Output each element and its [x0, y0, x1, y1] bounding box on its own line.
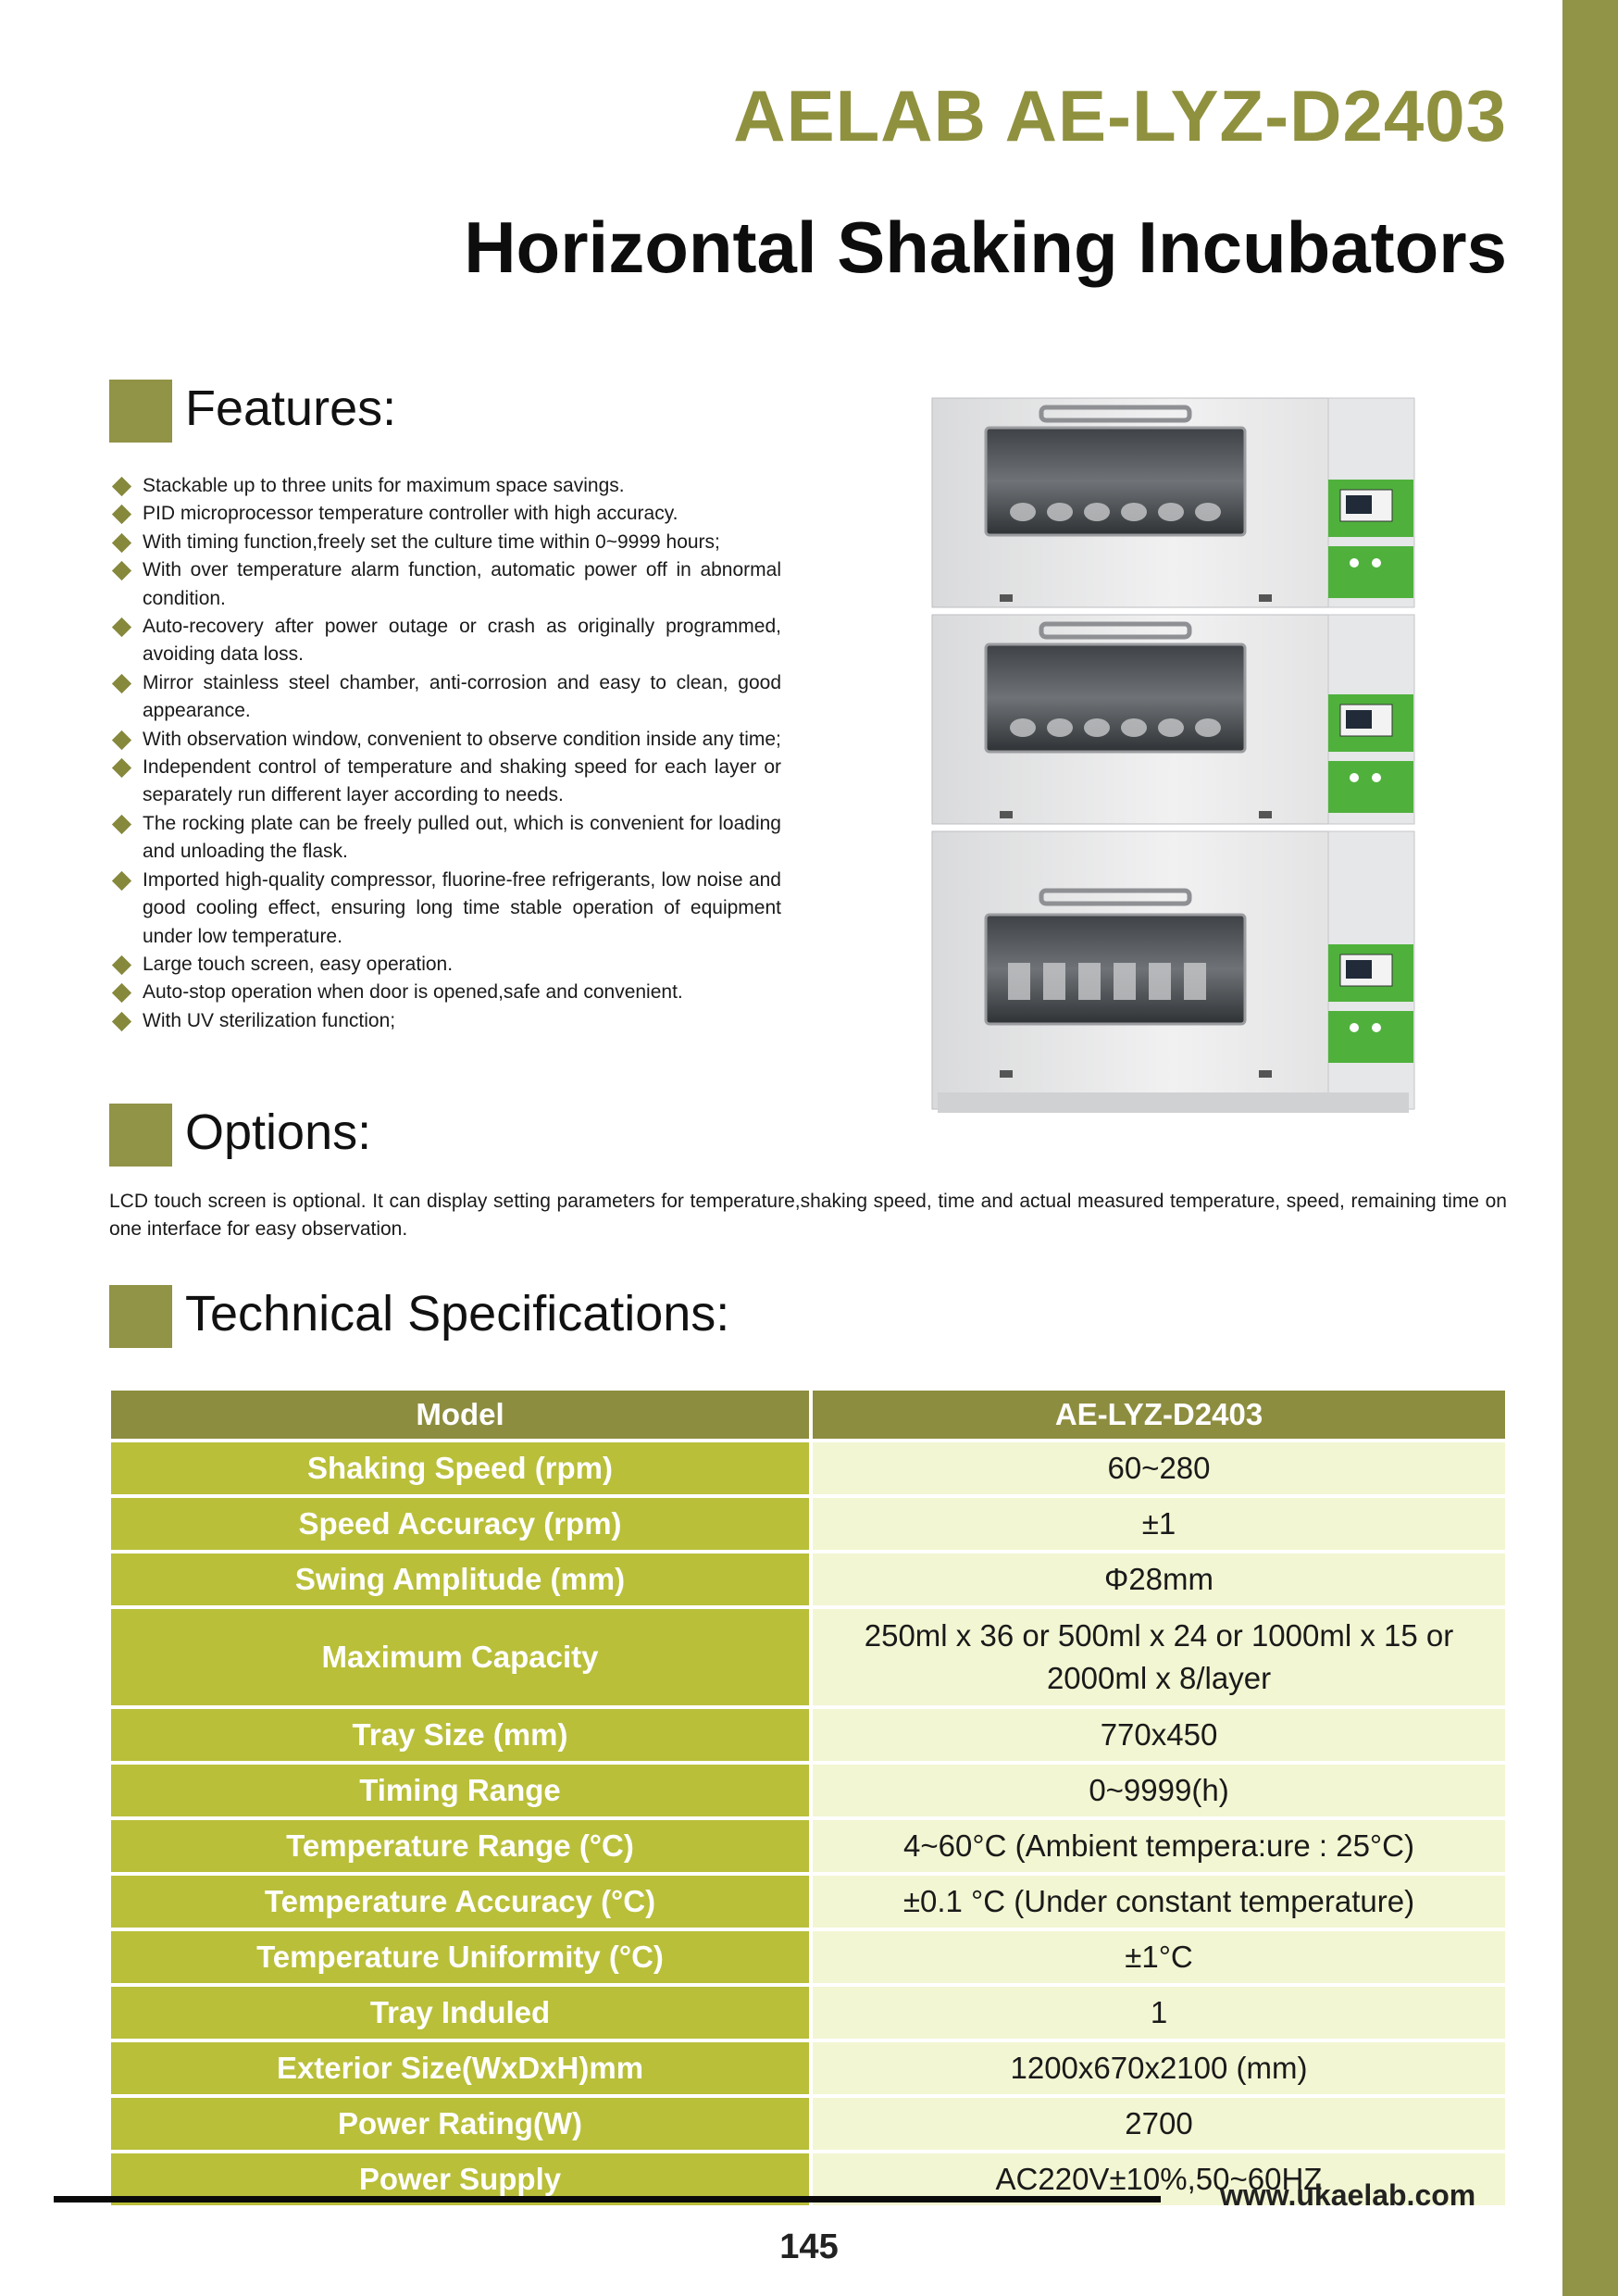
spec-label: Temperature Range (°C): [111, 1820, 809, 1872]
options-heading: [109, 1104, 371, 1167]
brand-model-title: AELAB AE-LYZ-D2403: [733, 75, 1507, 156]
feature-item: Imported high-quality compressor, fluorine-free refrigerants, low noise and good cooling effect, ensuring long time stable operation of equipment under low temperature.: [109, 867, 781, 951]
spec-row: [111, 1498, 1505, 1550]
feature-item: With over temperature alarm function, automatic power off in abnormal condition.: [109, 556, 781, 613]
spec-row: [111, 1931, 1505, 1983]
spec-header-row: [111, 1391, 1505, 1439]
spec-table: [107, 1387, 1509, 2209]
feature-item: PID microprocessor temperature controller with high accuracy.: [109, 500, 781, 528]
spec-row: [111, 1442, 1505, 1494]
spec-header-value: AE-LYZ-D2403: [813, 1391, 1505, 1439]
product-title: Horizontal Shaking Incubators: [464, 206, 1507, 288]
footer-divider: [54, 2196, 1161, 2202]
spec-row: [111, 1820, 1505, 1872]
spec-value: 60~280: [813, 1442, 1505, 1494]
spec-label: Temperature Uniformity (°C): [111, 1931, 809, 1983]
spec-value: ±1°C: [813, 1931, 1505, 1983]
spec-value: ±1: [813, 1498, 1505, 1550]
heading-square-marker: [109, 1285, 172, 1348]
feature-item: Mirror stainless steel chamber, anti-corrosion and easy to clean, good appearance.: [109, 669, 781, 726]
spec-label: Shaking Speed (rpm): [111, 1442, 809, 1494]
spec-label: Swing Amplitude (mm): [111, 1554, 809, 1605]
feature-item: Stackable up to three units for maximum space savings.: [109, 472, 781, 500]
spec-value: ±0.1 °C (Under constant temperature): [813, 1876, 1505, 1928]
heading-square-marker: [109, 380, 172, 443]
spec-value: 1200x670x2100 (mm): [813, 2042, 1505, 2094]
incubator-unit-bottom: [932, 831, 1414, 1113]
website-link[interactable]: www.ukaelab.com: [1220, 2178, 1476, 2212]
spec-value: AC220V±10%,50~60HZ: [813, 2153, 1505, 2205]
incubator-unit-top: [932, 398, 1414, 607]
feature-item: The rocking plate can be freely pulled out, which is convenient for loading and unloading the flask.: [109, 810, 781, 867]
spec-row: [111, 1876, 1505, 1928]
spec-row: [111, 1987, 1505, 2039]
spec-row: [111, 1609, 1505, 1705]
options-description: LCD touch screen is optional. It can display setting parameters for temperature,shaking speed, time and actual measured temperature, speed, remaining time on one interface for easy observation.: [109, 1191, 1507, 1240]
side-accent-bar: [1562, 0, 1618, 2296]
spec-label: Speed Accuracy (rpm): [111, 1498, 809, 1550]
specs-heading: [109, 1285, 729, 1348]
spec-value: 250ml x 36 or 500ml x 24 or 1000ml x 15 or 2000ml x 8/layer: [813, 1609, 1505, 1705]
spec-value: 770x450: [813, 1709, 1505, 1761]
feature-item: Auto-recovery after power outage or crash as originally programmed, avoiding data loss.: [109, 613, 781, 669]
spec-label: Timing Range: [111, 1765, 809, 1816]
spec-label: Temperature Accuracy (°C): [111, 1876, 809, 1928]
page-number: 145: [779, 2227, 839, 2266]
spec-label: Exterior Size(WxDxH)mm: [111, 2042, 809, 2094]
spec-value: 0~9999(h): [813, 1765, 1505, 1816]
feature-item: With timing function,freely set the culture time within 0~9999 hours;: [109, 529, 781, 556]
spec-label: Power Supply: [111, 2153, 809, 2205]
spec-label: Maximum Capacity: [111, 1609, 809, 1705]
heading-square-marker: [109, 1104, 172, 1167]
features-list: [109, 472, 781, 1035]
features-heading: [109, 380, 396, 443]
spec-value: 1: [813, 1987, 1505, 2039]
spec-header-label: Model: [111, 1391, 809, 1439]
feature-item: Large touch screen, easy operation.: [109, 951, 781, 979]
spec-value: 4~60°C (Ambient tempera:ure : 25°C): [813, 1820, 1505, 1872]
feature-item: With UV sterilization function;: [109, 1007, 781, 1035]
feature-item: Independent control of temperature and shaking speed for each layer or separately run different layer according to needs.: [109, 754, 781, 810]
feature-item: Auto-stop operation when door is opened,safe and convenient.: [109, 979, 781, 1006]
spec-label: Power Rating(W): [111, 2098, 809, 2150]
spec-row: [111, 1765, 1505, 1816]
spec-label: Tray Induled: [111, 1987, 809, 2039]
spec-row: [111, 2098, 1505, 2150]
spec-label: Tray Size (mm): [111, 1709, 809, 1761]
spec-row: [111, 1554, 1505, 1605]
incubator-unit-middle: [932, 615, 1414, 824]
spec-row: [111, 2042, 1505, 2094]
feature-item: With observation window, convenient to observe condition inside any time;: [109, 726, 781, 754]
specs-heading-text: Technical Specifications:: [185, 1286, 730, 1341]
options-heading-text: Options:: [185, 1104, 372, 1160]
spec-row: [111, 1709, 1505, 1761]
spec-value: 2700: [813, 2098, 1505, 2150]
features-heading-text: Features:: [185, 381, 397, 436]
incubator-product-image: [930, 396, 1416, 1120]
spec-value: Φ28mm: [813, 1554, 1505, 1605]
